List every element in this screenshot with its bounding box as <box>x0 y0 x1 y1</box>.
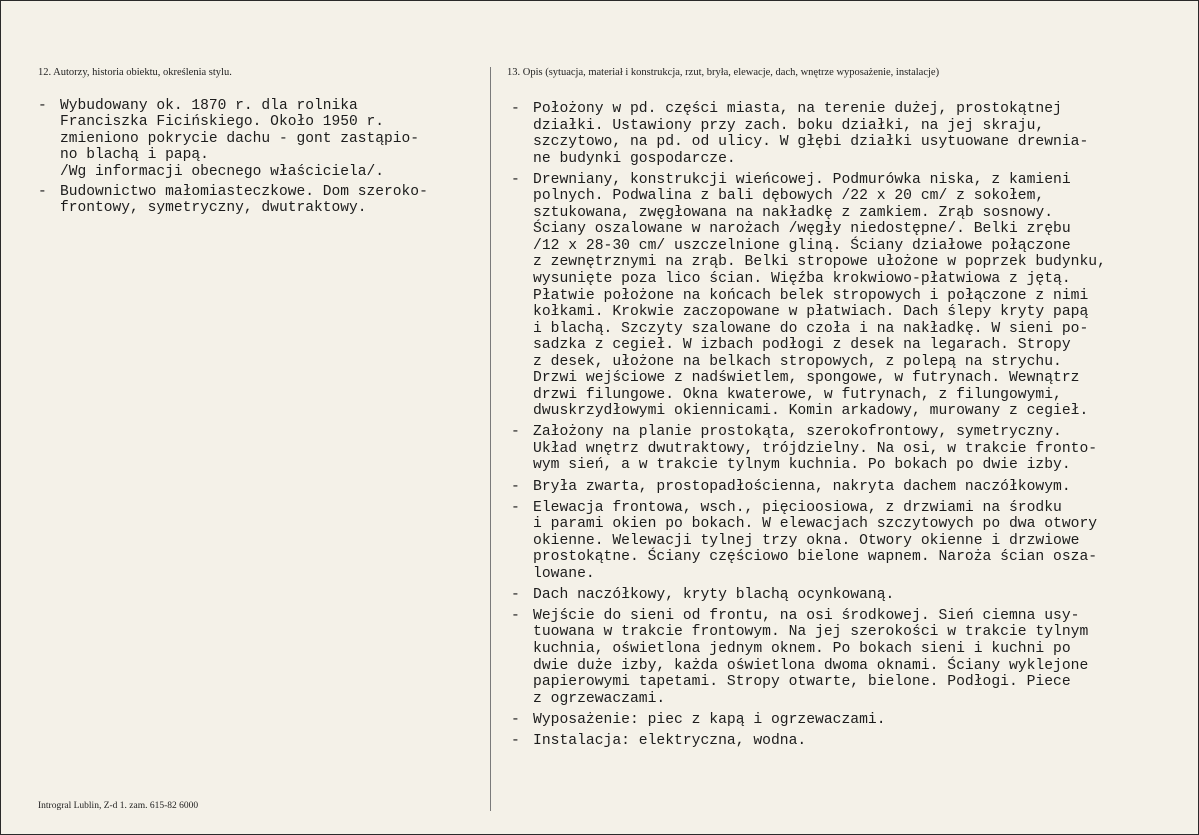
item-text: Dach naczółkowy, kryty blachą ocynkowaną. <box>533 586 895 603</box>
item-text: Bryła zwarta, prostopadłościenna, nakryta dachem naczółkowym. <box>533 478 1071 495</box>
dash-marker: - <box>511 478 520 495</box>
item-text: Instalacja: elektryczna, wodna. <box>533 732 807 749</box>
item-text: Wyposażenie: piec z kapą i ogrzewaczami. <box>533 711 886 728</box>
dash-marker: - <box>38 184 47 201</box>
dash-marker: - <box>38 98 47 114</box>
list-item <box>38 184 483 217</box>
item-text: Budownictwo małomiasteczkowe. Dom szeroko- frontowy, symetryczny, dwutraktowy. <box>60 184 428 217</box>
printer-imprint: Introgral Lublin, Z-d 1. zam. 615-82 6000 <box>38 801 199 811</box>
dash-marker: - <box>511 171 520 188</box>
item-text: Drewniany, konstrukcji wieńcowej. Podmurówka niska, z kamieni polnych. Podwalina z bali dębowych /22 x 20 cm/ z sokołem, sztukowana, zwęgłowana na nakładkę z zamkiem. Zrąb sosnowy. Ściany oszalowane w narożach /węgły niedostępne/. Belki zrębu /12 x 28-30 cm/ uszczelnione gliną. Ściany działowe połączone z zewnętrznymi na zrąb. Belki stropowe ułożone w poprzek budynku, wysunięte poza lico ścian. Więźba krokwiowo-płatwiowa z jętą. Płatwie położone na końcach belek stropowych i połączone z nimi kołkami. Krokwie zaczopowane w płatwiach. Dach ślepy kryty papą i blachą. Szczyty szalowane do czoła i na nakładkę. W sieni po- sadzka z cegieł. W izbach podłogi z desek na legarach. Stropy z desek, ułożone na belkach stropowych, z polepą na strychu. Drzwi wejściowe z nadświetlem, spongowe, w futrynach. Wewnątrz drzwi filungowe. Okna kwaterowe, w futrynach, z filungowymi, dwuskrzydłowymi okiennicami. Komin arkadowy, murowany z cegieł. <box>533 171 1106 420</box>
section-12-list <box>38 98 483 221</box>
dash-marker: - <box>511 607 520 624</box>
list-item <box>511 733 1191 750</box>
list-item <box>511 424 1191 474</box>
dash-marker: - <box>511 586 520 603</box>
item-text: Założony na planie prostokąta, szerokofrontowy, symetryczny. Układ wnętrz dwutraktowy, trójdzielny. Na osi, w trakcie fronto- wym sień, a w trakcie tylnym kuchnia. Po bokach po dwie izby. <box>533 424 1098 474</box>
list-item <box>511 500 1191 583</box>
list-item <box>511 587 1191 604</box>
section-13-header: 13. Opis (sytuacja, materiał i konstrukcja, rzut, bryła, elewacje, dach, wnętrze wyposażenie, instalacje) <box>507 67 940 78</box>
item-text: Położony w pd. części miasta, na terenie dużej, prostokątnej działki. Ustawiony przy zach. boku działki, na jej skraju, szczytowo, na pd. od ulicy. W głębi działki usytuowane drewnia- ne budynki gospodarcze. <box>533 101 1089 167</box>
list-item <box>511 479 1191 496</box>
dash-marker: - <box>511 711 520 728</box>
list-item <box>511 172 1191 420</box>
dash-marker: - <box>511 732 520 749</box>
item-text: Wybudowany ok. 1870 r. dla rolnika Franciszka Ficińskiego. Około 1950 r. zmieniono pokrycie dachu - gont zastąpio- no blachą i papą. /Wg informacji obecnego właściciela/. <box>60 98 420 180</box>
dash-marker: - <box>511 424 520 441</box>
column-divider <box>490 67 491 811</box>
dash-marker: - <box>511 499 520 516</box>
item-text: Elewacja frontowa, wsch., pięcioosiowa, z drzwiami na środku i parami okien po bokach. W elewacjach szczytowych po dwa otwory okienne. Welewacji tylnej trzy okna. Otwory okienne i drzwiowe prostokątne. Ściany częściowo bielone wapnem. Naroża ścian osza- lowane. <box>533 499 1098 582</box>
section-12-header: 12. Autorzy, historia obiektu, określenia stylu. <box>38 67 232 78</box>
dash-marker: - <box>511 101 520 117</box>
section-13-list <box>511 101 1191 754</box>
list-item <box>38 98 483 180</box>
list-item <box>511 101 1191 167</box>
item-text: Wejście do sieni od frontu, na osi środkowej. Sień ciemna usy- tuowana w trakcie frontowym. Na jej szerokości w trakcie tylnym kuchnia, oświetlona jednym oknem. Po bokach sieni i kuchni po dwie duże izby, każda oświetlona dwoma oknami. Ściany wyklejone papierowymi tapetami. Stropy otwarte, bielone. Podłogi. Piece z ogrzewaczami. <box>533 607 1089 707</box>
list-item <box>511 712 1191 729</box>
list-item <box>511 608 1191 707</box>
